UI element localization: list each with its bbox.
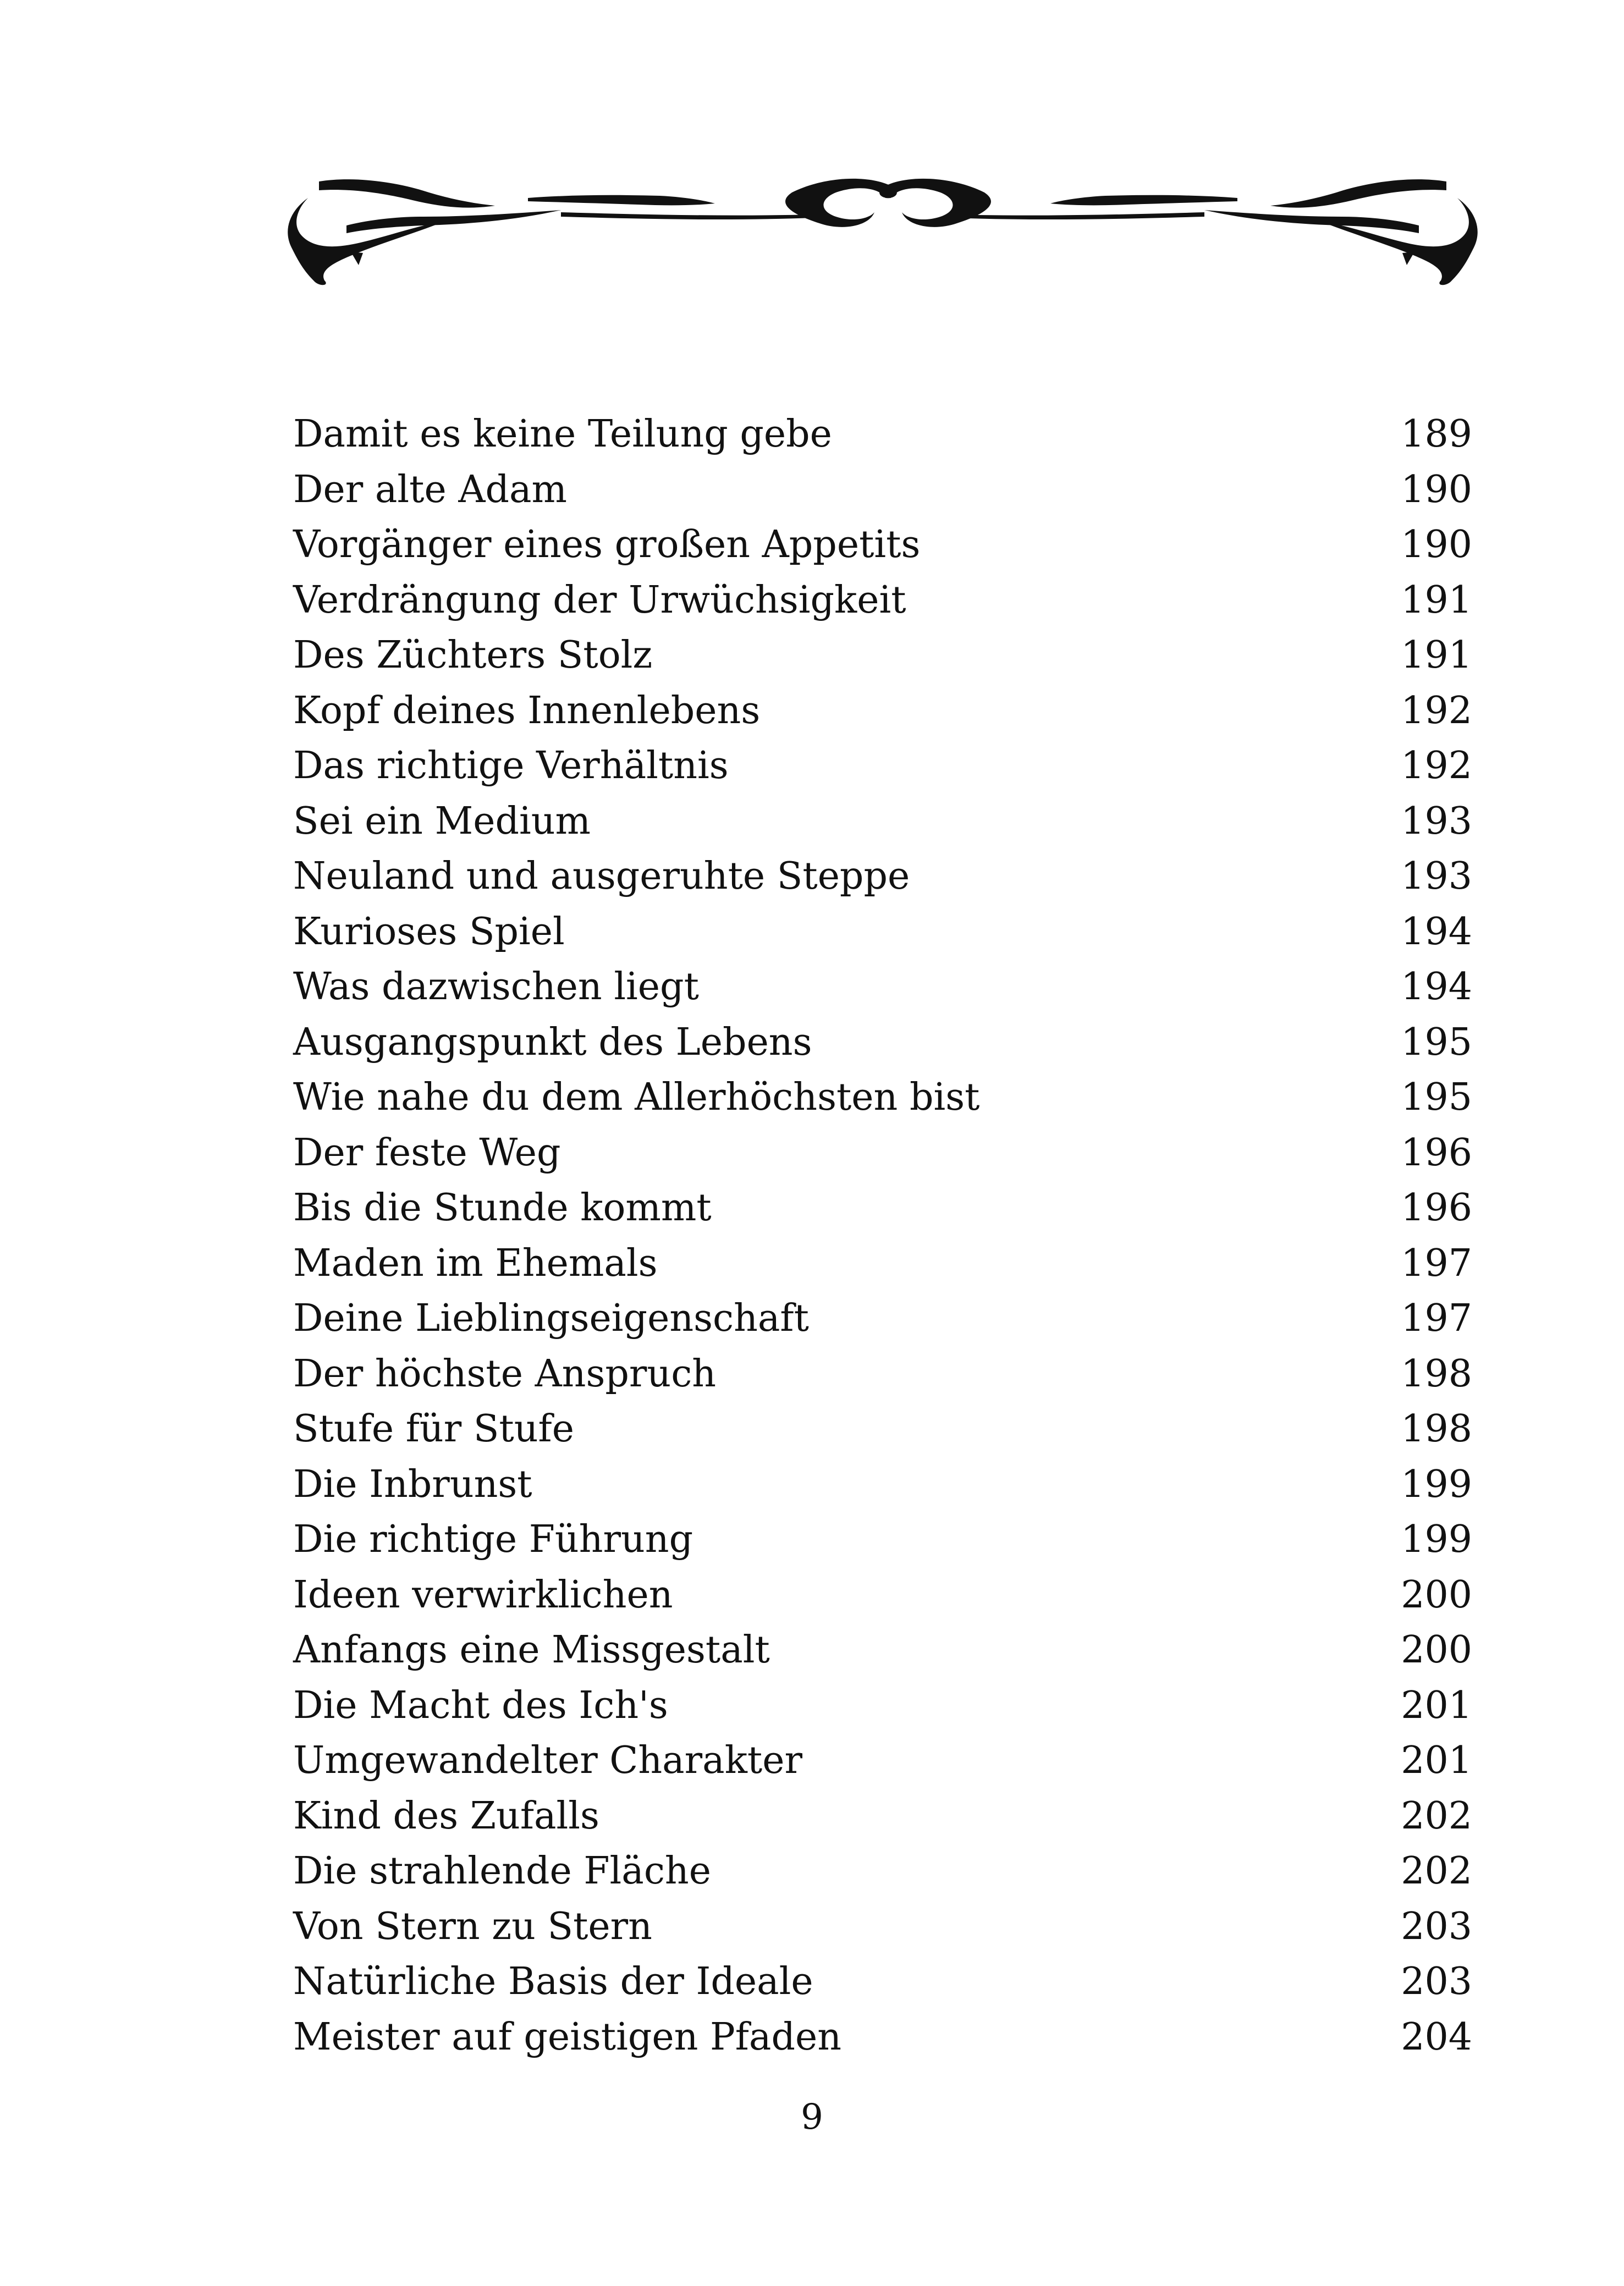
toc-entry-title: Natürliche Basis der Ideale	[293, 1960, 813, 2003]
page-number: 9	[801, 2097, 823, 2138]
toc-entry-page-number: 192	[1401, 744, 1472, 787]
toc-entry-title: Kopf deines Innenlebens	[293, 688, 761, 732]
toc-entry-title: Kind des Zufalls	[293, 1794, 599, 1838]
toc-entry-title: Die richtige Führung	[293, 1518, 693, 1561]
toc-entry-title: Verdrängung der Urwüchsigkeit	[293, 578, 906, 622]
toc-entry-title: Kurioses Spiel	[293, 910, 565, 954]
toc-entry	[293, 794, 1472, 850]
toc-entry-title: Der feste Weg	[293, 1131, 561, 1175]
toc-entry	[293, 1733, 1472, 1789]
toc-entry-page-number: 198	[1401, 1352, 1472, 1396]
toc-entry-page-number: 194	[1401, 965, 1472, 1009]
toc-entry-page-number: 197	[1401, 1241, 1472, 1285]
toc-entry-title: Des Züchters Stolz	[293, 634, 653, 677]
toc-entry-title: Was dazwischen liegt	[293, 965, 699, 1009]
toc-entry-page-number: 202	[1401, 1794, 1472, 1838]
toc-entry-page-number: 201	[1401, 1739, 1472, 1782]
toc-entry-page-number: 193	[1401, 799, 1472, 843]
toc-entry-page-number: 192	[1401, 688, 1472, 732]
toc-entry-page-number: 195	[1401, 1076, 1472, 1119]
toc-entry	[293, 517, 1472, 573]
toc-entry-page-number: 189	[1401, 412, 1472, 456]
toc-entry-page-number: 191	[1401, 578, 1472, 622]
toc-entry-title: Ideen verwirklichen	[293, 1573, 673, 1617]
toc-entry-page-number: 193	[1401, 855, 1472, 898]
toc-entry	[293, 1678, 1472, 1734]
toc-entry	[293, 1070, 1472, 1126]
toc-entry-page-number: 200	[1401, 1573, 1472, 1617]
toc-entry-title: Von Stern zu Stern	[293, 1904, 652, 1948]
toc-entry	[293, 1568, 1472, 1623]
toc-entry	[293, 1623, 1472, 1678]
toc-entry-page-number: 203	[1401, 1904, 1472, 1948]
toc-entry	[293, 1789, 1472, 1844]
toc-entry-title: Stufe für Stufe	[293, 1407, 574, 1451]
toc-entry-page-number: 194	[1401, 910, 1472, 954]
toc-entry-title: Umgewandelter Charakter	[293, 1739, 803, 1782]
toc-entry-page-number: 196	[1401, 1186, 1472, 1230]
toc-entry-title: Anfangs eine Missgestalt	[293, 1628, 770, 1672]
toc-entry	[293, 2010, 1472, 2065]
toc-entry-page-number: 199	[1401, 1518, 1472, 1561]
toc-entry	[293, 1457, 1472, 1513]
toc-entry-page-number: 204	[1401, 2015, 1472, 2059]
ornament-flourish	[286, 159, 1479, 291]
toc-entry	[293, 573, 1472, 629]
toc-entry-title: Deine Lieblingseigenschaft	[293, 1297, 809, 1340]
toc-entry	[293, 1291, 1472, 1347]
toc-entry-page-number: 201	[1401, 1683, 1472, 1727]
toc-entry	[293, 462, 1472, 518]
toc-entry-title: Der alte Adam	[293, 467, 568, 511]
toc-entry-title: Das richtige Verhältnis	[293, 744, 729, 787]
toc-entry-title: Ausgangspunkt des Lebens	[293, 1020, 812, 1064]
toc-entry-page-number: 190	[1401, 467, 1472, 511]
toc-entry-title: Sei ein Medium	[293, 799, 591, 843]
toc-entry-page-number: 202	[1401, 1849, 1472, 1893]
toc-entry-title: Bis die Stunde kommt	[293, 1186, 712, 1230]
toc-entry	[293, 1844, 1472, 1899]
toc-entry-title: Die Macht des Ich's	[293, 1683, 668, 1727]
toc-entry	[293, 1126, 1472, 1181]
toc-entry	[293, 1236, 1472, 1292]
toc-entry	[293, 849, 1472, 905]
toc-entry	[293, 1402, 1472, 1457]
toc-entry-title: Meister auf geistigen Pfaden	[293, 2015, 842, 2059]
toc-entry-title: Der höchste Anspruch	[293, 1352, 717, 1396]
toc-entry-page-number: 190	[1401, 523, 1472, 566]
toc-entry-page-number: 197	[1401, 1297, 1472, 1340]
toc-entry	[293, 739, 1472, 794]
toc-entry-title: Damit es keine Teilung gebe	[293, 412, 832, 456]
toc-entry-page-number: 191	[1401, 634, 1472, 677]
toc-entry	[293, 1954, 1472, 2010]
toc-entry	[293, 407, 1472, 462]
toc-entry-page-number: 196	[1401, 1131, 1472, 1175]
toc-entry-title: Wie nahe du dem Allerhöchsten bist	[293, 1076, 980, 1119]
table-of-contents	[293, 407, 1472, 2065]
toc-entry	[293, 628, 1472, 684]
toc-entry-title: Maden im Ehemals	[293, 1241, 658, 1285]
toc-entry-page-number: 195	[1401, 1020, 1472, 1064]
toc-entry-page-number: 198	[1401, 1407, 1472, 1451]
toc-entry-page-number: 200	[1401, 1628, 1472, 1672]
toc-entry	[293, 1181, 1472, 1236]
toc-entry	[293, 1512, 1472, 1568]
toc-entry	[293, 960, 1472, 1015]
toc-entry-page-number: 203	[1401, 1960, 1472, 2003]
toc-entry	[293, 1015, 1472, 1071]
toc-entry-title: Neuland und ausgeruhte Steppe	[293, 855, 910, 898]
toc-entry	[293, 684, 1472, 739]
toc-entry	[293, 1899, 1472, 1955]
toc-entry-page-number: 199	[1401, 1462, 1472, 1506]
toc-entry	[293, 905, 1472, 960]
toc-entry-title: Die Inbrunst	[293, 1462, 532, 1506]
toc-entry-title: Die strahlende Fläche	[293, 1849, 711, 1893]
toc-entry	[293, 1347, 1472, 1402]
toc-entry-title: Vorgänger eines großen Appetits	[293, 523, 921, 566]
